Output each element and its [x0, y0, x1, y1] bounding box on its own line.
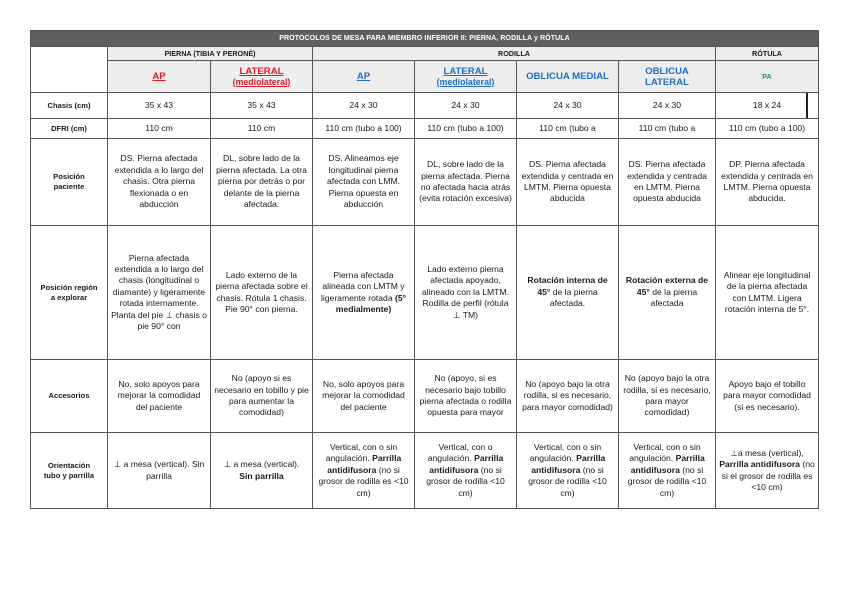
cell-orientacion-3: Vertical, con o sin angulación. Parrilla antidifusora (no si grosor de rodilla es <10 cm) [313, 433, 415, 509]
cell-accesorios-2: No (apoyo si es necesario en tobillo y pie para aumentar la comodidad) [211, 360, 313, 433]
cell-dfri-3: 110 cm (tubo a 100) [313, 119, 415, 139]
cell-dfri-2: 110 cm [211, 119, 313, 139]
cell-posicion-7: DP. Pierna afectada extendida y centrada en LMTM. Pierna opuesta abducida. [716, 139, 819, 226]
cell-orientacion-4: Vertical, con o angulación. Parrilla antidifusora (no si grosor de rodilla <10 cm) [415, 433, 517, 509]
proj-rodilla-oblicua-lateral: OBLICUA LATERAL [619, 61, 716, 93]
cell-orientacion-7: ⊥a mesa (vertical), Parrilla antidifusora (no si el grosor de rodilla es <10 cm) [716, 433, 819, 509]
group-rotula: RÓTULA [716, 47, 819, 61]
cell-dfri-5: 110 cm (tubo a [517, 119, 619, 139]
proj-rodilla-oblicua-medial: OBLICUA MEDIAL [517, 61, 619, 93]
row-label-posicion: Posición paciente [31, 139, 108, 226]
cell-region-4: Lado externo pierna afectada apoyado, alineado con la LMTM. Rodilla de perfil (rótula ⊥ TM) [415, 226, 517, 360]
cell-accesorios-7: Apoyo bajo el tobillo para mayor comodidad (si es necesario). [716, 360, 819, 433]
cell-dfri-6: 110 cm (tubo a [619, 119, 716, 139]
cell-accesorios-4: No (apoyo, si es necesario bajo tobillo pierna afectada o rodilla opuesta para mayor [415, 360, 517, 433]
row-label-dfri: DFRI (cm) [31, 119, 108, 139]
cell-orientacion-5: Vertical, con o sin angulación. Parrilla antidifusora (no si grosor de rodilla <10 cm) [517, 433, 619, 509]
cell-region-7: Alinear eje longitudinal de la pierna afectada con LMTM. Ligera rotación interna de 5°. [716, 226, 819, 360]
cell-accesorios-5: No (apoyo bajo la otra rodilla, si es necesario, para mayor comodidad) [517, 360, 619, 433]
cell-chasis-7: 18 x 24 [716, 93, 819, 119]
cell-chasis-3: 24 x 30 [313, 93, 415, 119]
cell-orientacion-2: ⊥ a mesa (vertical). Sin parrilla [211, 433, 313, 509]
cell-region-6: Rotación externa de 45° de la pierna afectada [619, 226, 716, 360]
proj-rotula-pa: PA [716, 61, 819, 93]
cell-posicion-5: DS. Pierna afectada extendida y centrada en LMTM. Pierna opuesta abducida [517, 139, 619, 226]
proj-rodilla-ap: AP [313, 61, 415, 93]
cell-chasis-2: 35 x 43 [211, 93, 313, 119]
cell-accesorios-6: No (apoyo bajo la otra rodilla, si es necesario, para mayor comodidad) [619, 360, 716, 433]
cell-orientacion-1: ⊥ a mesa (vertical). Sin parrilla [108, 433, 211, 509]
cell-posicion-3: DS. Alineamos eje longitudinal pierna afectada con LMM. Pierna opuesta en abducción [313, 139, 415, 226]
cell-dfri-4: 110 cm (tubo a 100) [415, 119, 517, 139]
row-label-accesorios: Accesorios [31, 360, 108, 433]
cell-dfri-1: 110 cm [108, 119, 211, 139]
protocol-table [30, 30, 819, 509]
row-label-region: Posición región a explorar [31, 226, 108, 360]
corner-cell [31, 47, 108, 93]
divider-mark [806, 93, 808, 119]
group-rodilla: RODILLA [313, 47, 716, 61]
cell-region-1: Pierna afectada extendida a lo largo del chasis (longitudinal o diamante) y ligeramente rotada internamente. Planta del pie ⊥ chasis o pie 90° con [108, 226, 211, 360]
cell-chasis-1: 35 x 43 [108, 93, 211, 119]
cell-posicion-4: DL, sobre lado de la pierna afectada. Pierna no afectada hacia atrás (evita rotación excesiva) [415, 139, 517, 226]
cell-posicion-1: DS. Pierna afectada extendida a lo largo del chasis. Otra pierna flexionada o en abducción [108, 139, 211, 226]
cell-chasis-5: 24 x 30 [517, 93, 619, 119]
cell-posicion-6: DS. Pierna afectada extendida y centrada en LMTM. Pierna opuesta abducida [619, 139, 716, 226]
cell-accesorios-1: No, solo apoyos para mejorar la comodidad del paciente [108, 360, 211, 433]
cell-orientacion-6: Vertical, con o sin angulación. Parrilla antidifusora (no si grosor de rodilla <10 cm) [619, 433, 716, 509]
proj-pierna-ap: AP [108, 61, 211, 93]
proj-pierna-lateral: LATERAL (mediolateral) [211, 61, 313, 93]
cell-region-2: Lado externo de la pierna afectada sobre el chasis. Rótula 1 chasis. Pie 90° con pierna. [211, 226, 313, 360]
proj-rodilla-lateral: LATERAL (mediolateral) [415, 61, 517, 93]
table-title: PROTOCOLOS DE MESA PARA MIEMBRO INFERIOR II: PIERNA, RODILLA y RÓTULA [31, 31, 819, 47]
row-label-chasis: Chasis (cm) [31, 93, 108, 119]
cell-region-3: Pierna afectada alineada con LMTM y ligeramente rotada (5° medialmente) [313, 226, 415, 360]
cell-chasis-4: 24 x 30 [415, 93, 517, 119]
cell-posicion-2: DL, sobre lado de la pierna afectada. La otra pierna por detrás o por delante de la pierna afectada. [211, 139, 313, 226]
cell-dfri-7: 110 cm (tubo a 100) [716, 119, 819, 139]
group-pierna: PIERNA (TIBIA Y PERONÉ) [108, 47, 313, 61]
cell-region-5: Rotación interna de 45° de la pierna afectada. [517, 226, 619, 360]
cell-chasis-6: 24 x 30 [619, 93, 716, 119]
cell-accesorios-3: No, solo apoyos para mejorar la comodidad del paciente [313, 360, 415, 433]
row-label-orientacion: Orientación tubo y parrilla [31, 433, 108, 509]
